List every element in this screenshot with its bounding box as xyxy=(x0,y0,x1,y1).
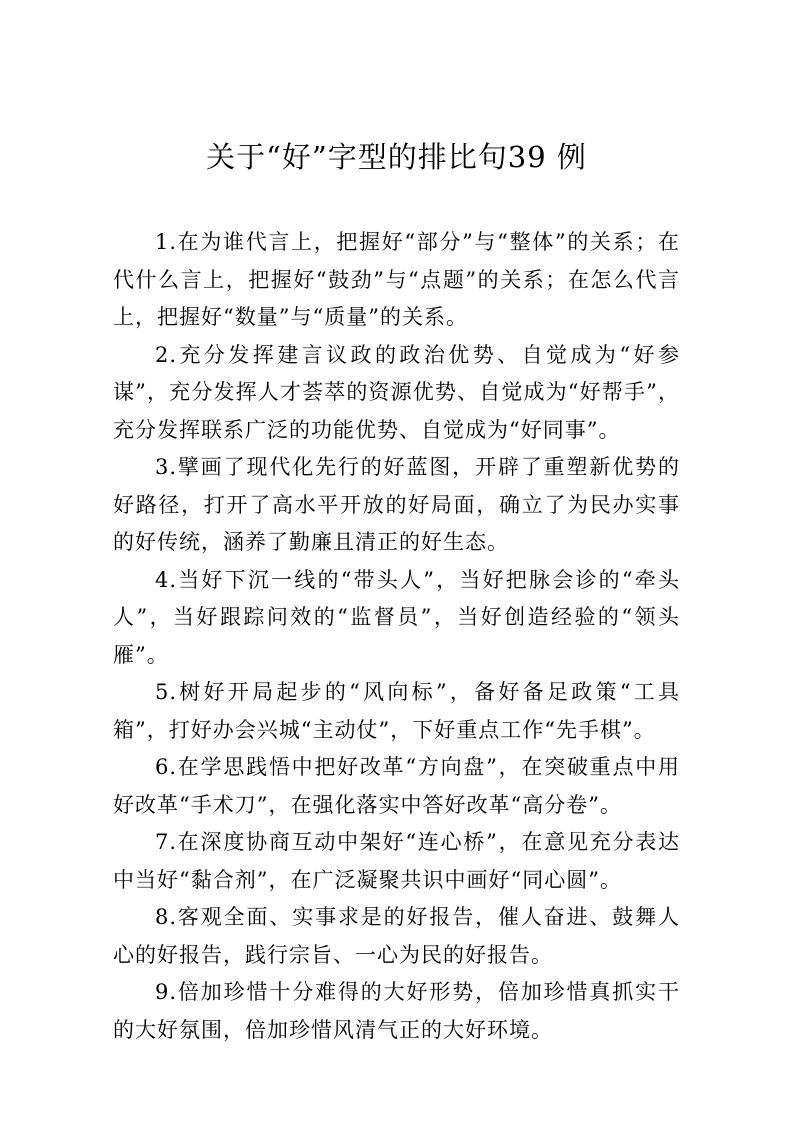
paragraph-1: 1.在为谁代言上，把握好“部分”与“整体”的关系；在代什么言上，把握好“鼓劲”与“点题”的关系；在怎么代言上，把握好“数量”与“质量”的关系。 xyxy=(113,230,680,329)
paragraph-9: 9.倍加珍惜十分难得的大好形势，倍加珍惜真抓实干的大好氛围，倍加珍惜风清气正的大好环境。 xyxy=(113,980,680,1042)
paragraph-3: 3.擘画了现代化先行的好蓝图，开辟了重塑新优势的好路径，打开了高水平开放的好局面，确立了为民办实事的好传统，涵养了勤廉且清正的好生态。 xyxy=(113,455,680,554)
document-title: 关于“好”字型的排比句39 例 xyxy=(206,140,587,174)
paragraph-2: 2.充分发挥建言议政的政治优势、自觉成为“好参谋”，充分发挥人才荟萃的资源优势、自觉成为“好帮手”，充分发挥联系广泛的功能优势、自觉成为“好同事”。 xyxy=(113,342,680,442)
paragraph-5: 5.树好开局起步的“风向标”，备好备足政策“工具箱”，打好办会兴城“主动仗”，下好重点工作“先手棋”。 xyxy=(113,680,680,742)
paragraph-6: 6.在学思践悟中把好改革“方向盘”，在突破重点中用好改革“手术刀”，在强化落实中答好改革“高分卷”。 xyxy=(113,755,680,817)
paragraph-7: 7.在深度协商互动中架好“连心桥”，在意见充分表达中当好“黏合剂”，在广泛凝聚共识中画好“同心圆”。 xyxy=(113,830,680,892)
document-body xyxy=(113,224,680,1049)
paragraph-8: 8.客观全面、实事求是的好报告，催人奋进、鼓舞人心的好报告，践行宗旨、一心为民的好报告。 xyxy=(113,905,680,967)
paragraph-4: 4.当好下沉一线的“带头人”，当好把脉会诊的“牵头人”，当好跟踪问效的“监督员”，当好创造经验的“领头雁”。 xyxy=(113,567,680,667)
